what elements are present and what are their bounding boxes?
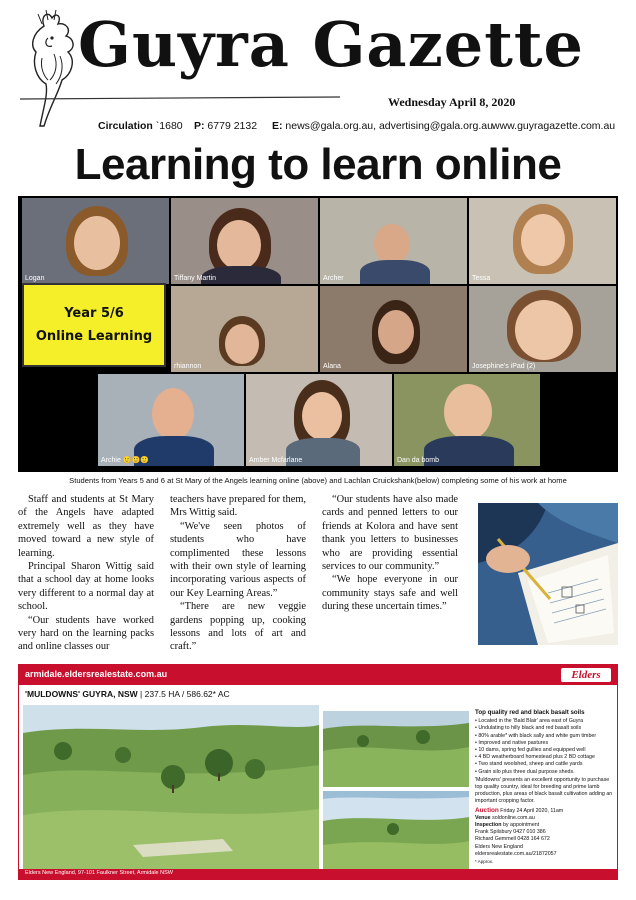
feature-item: • Undulating to hilly black and red basalt soils [475,725,615,732]
video-tile: Tiffany Martin [171,198,318,284]
inspection-line: Inspection by appointment [475,822,540,829]
agent-contact: Richard Gemmell 0428 164 672 [475,836,550,843]
website-link[interactable]: www.guyragazette.com.au [492,120,616,132]
venue-line: Venue soldonline.com.au [475,814,535,821]
video-tile: Tessa [469,198,616,284]
video-tile: Archer [320,198,467,284]
headline: Learning to learn online [74,140,562,189]
real-estate-advertisement [18,664,618,880]
farmland-photo-valley [323,791,469,869]
card-line-1: Year 5/6 [64,306,124,321]
paragraph: “Our students have also made cards and penned letters to our friends at Kolora and have sent thank you letters to businesses who are providing essential services to our community.” [322,494,458,573]
ad-website-link[interactable]: armidale.eldersrealestate.com.au [25,669,168,679]
paragraph: Principal Sharon Wittig said that a school day at home looks very different to a normal day at school. [18,561,154,613]
paragraph: teachers have prepared for them, Mrs Wittig said. [170,494,306,519]
listing-title: 'MULDOWNS' GUYRA, NSW | 237.5 HA / 586.62* AC [25,689,230,699]
circulation: Circulation `1680 [98,120,183,132]
paragraph: Staff and students at St Mary of the Angels have adapted extremely well as they have moved toward a new style of learning. [18,494,154,559]
online-learning-card [22,283,166,367]
video-tile: Archie 🙂🙂🙂 [98,374,244,466]
paragraph: “We've seen photos of students who have complimented these lessons with their own style of learning incorporating various aspects of our Key Learning Areas.” [170,520,306,599]
elders-logo: Elders [561,668,611,682]
email: E: news@gala.org.au, advertising@gala.org.au [272,120,493,132]
ad-header-bar [19,665,617,685]
feature-item: • Two stand woolshed, sheep and cattle yards [475,761,615,768]
video-tile: Dan da bomb [394,374,540,466]
article-column-2 [170,493,306,654]
phone: P: 6779 2132 [194,120,258,132]
ad-footer-bar [19,869,617,879]
masthead-underline [20,96,340,100]
office-name: Elders New England [475,843,523,850]
video-tile: Alana [320,286,467,372]
listing-description: 'Muldowns' presents an excellent opportunity to purchase top quality country, ideal for breeding and prime lamb production, plus areas of black basalt cultivation adding an important cropping factor. [475,776,613,805]
feature-item: • 4 BD weatherboard homestead plus 2 BD cottage [475,754,615,761]
paragraph: “There are new veggie gardens popping up, cooking lessons and lots of art and craft.” [170,601,306,653]
feature-item: • Located in the 'Bald Blair' area east of Guyra [475,718,615,725]
farmland-photo-hills [323,711,469,787]
paragraph: “We hope everyone in our community stays safe and well during these uncertain times.” [322,574,458,613]
farmland-photo-main [23,705,319,869]
auction-line: Auction Friday 24 April 2020, 11am [475,806,564,814]
video-tile: Josephine's iPad (2) [469,286,616,372]
video-tile: Amber Mcfarlane [246,374,392,466]
video-tile: rhiannon [171,286,318,372]
approx-note: * Approx. [475,859,494,865]
card-line-2: Online Learning [35,329,153,344]
video-tile: Logan [22,198,169,284]
paragraph: “Our students have worked very hard on the learning packs and online classes our [18,614,154,653]
homework-photo [478,503,618,645]
feature-item: • Grain silo plus three dual purpose sheds. [475,769,615,776]
feature-item: • 80% arable* with black sally and white gum timber [475,733,615,740]
newspaper-title: Guyra Gazette [78,8,584,81]
listing-link[interactable]: eldersrealestate.com.au/21872057 [475,850,557,857]
feature-list [475,718,615,776]
listing-details [475,709,615,865]
listing-heading: Top quality red and black basalt soils [475,709,585,716]
feature-item: • 10 dams, spring fed gullies and equipped well [475,747,615,754]
feature-item: • Improved and native pastures [475,740,615,747]
masthead [0,0,636,135]
agent-contact: Frank Spilsbury 0427 010 386 [475,829,546,836]
issue-date: Wednesday April 8, 2020 [388,95,516,109]
article-column-3 [322,493,458,614]
article-column-1 [18,493,154,654]
office-address: Elders New England, 97-101 Faulkner Street, Armidale NSW [25,870,173,876]
photo-caption: Students from Years 5 and 6 at St Mary of the Angels learning online (above) and Lachlan Cruickshank(below) completing some of his work at home [69,476,567,485]
